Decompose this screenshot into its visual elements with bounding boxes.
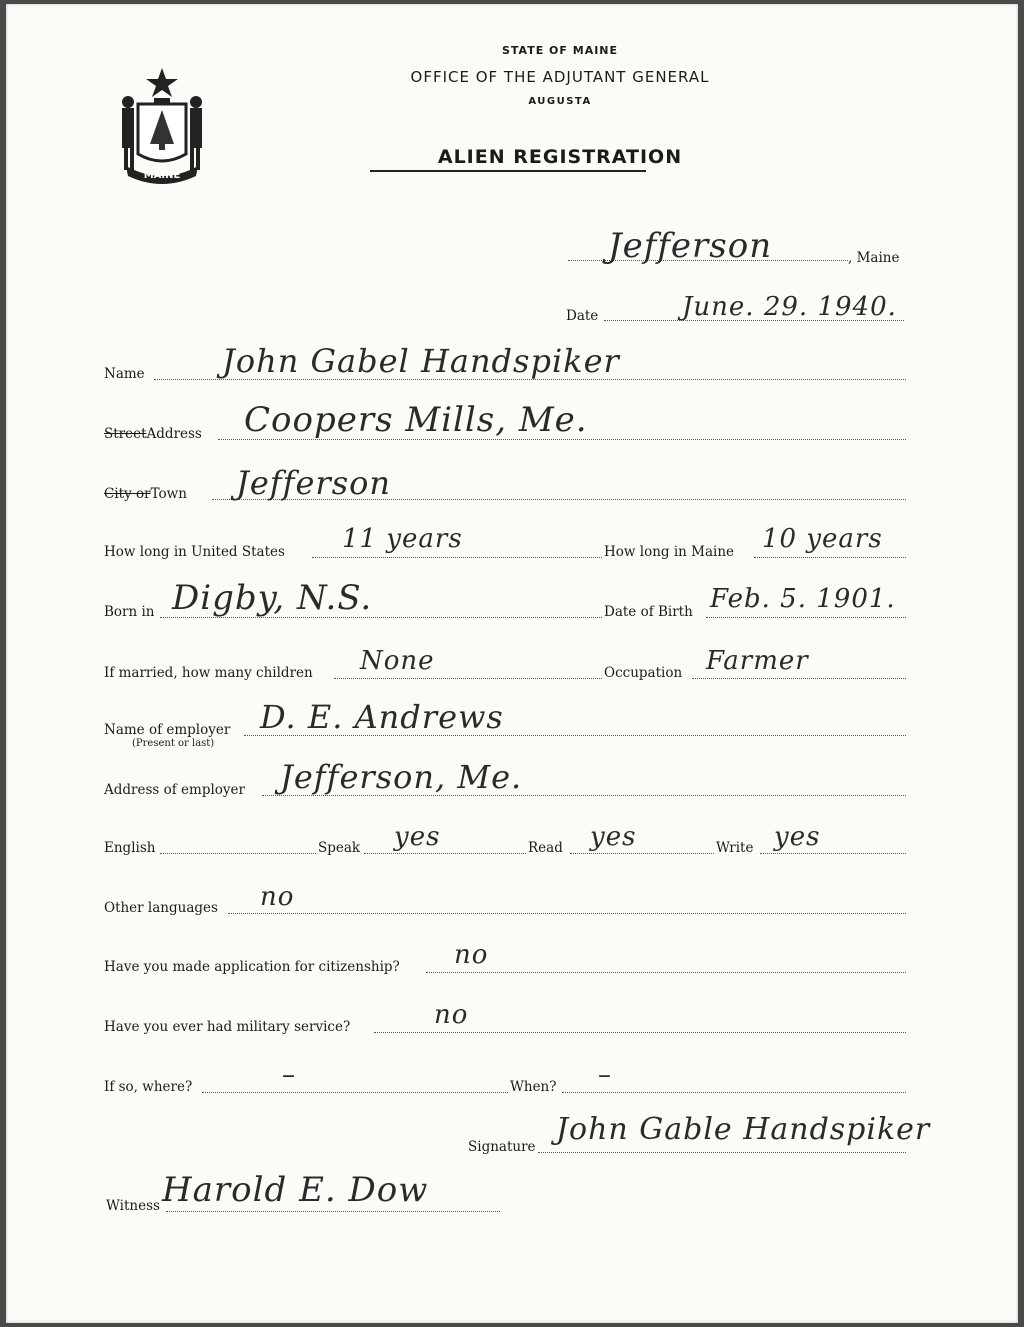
write-label: Write bbox=[716, 840, 754, 856]
signature-label: Signature bbox=[468, 1139, 536, 1155]
header-state: STATE OF MAINE bbox=[501, 44, 619, 57]
write-value: yes bbox=[774, 822, 821, 852]
years-us-line bbox=[312, 557, 602, 558]
employer-name-value: D. E. Andrews bbox=[260, 698, 504, 736]
city-struck-label: City or bbox=[104, 486, 151, 502]
read-value: yes bbox=[590, 822, 637, 852]
registration-form bbox=[6, 4, 1018, 1323]
town-label: Town bbox=[150, 486, 187, 502]
town-value: Jefferson bbox=[236, 464, 391, 502]
employer-name-label: Name of employer bbox=[104, 722, 231, 738]
name-value: John Gabel Handspiker bbox=[222, 342, 620, 380]
occupation-value: Farmer bbox=[706, 646, 809, 676]
read-label: Read bbox=[528, 840, 563, 856]
when-label: When? bbox=[510, 1079, 557, 1095]
other-languages-line bbox=[228, 913, 906, 914]
speak-line bbox=[364, 853, 526, 854]
speak-label: Speak bbox=[318, 840, 361, 856]
dob-label: Date of Birth bbox=[604, 604, 693, 620]
place-value: Jefferson bbox=[608, 226, 773, 266]
employer-address-label: Address of employer bbox=[104, 782, 245, 798]
military-line bbox=[374, 1032, 906, 1033]
form-title: ALIEN REGISTRATION bbox=[437, 146, 683, 168]
born-in-value: Digby, N.S. bbox=[172, 578, 373, 618]
witness-value: Harold E. Dow bbox=[162, 1170, 429, 1210]
years-maine-line bbox=[754, 557, 906, 558]
employer-name-sublabel: (Present or last) bbox=[132, 738, 215, 749]
years-us-label: How long in United States bbox=[104, 544, 285, 560]
children-label: If married, how many children bbox=[104, 665, 313, 681]
military-label: Have you ever had military service? bbox=[104, 1019, 351, 1035]
where-label: If so, where? bbox=[104, 1079, 193, 1095]
where-line bbox=[202, 1092, 508, 1093]
years-maine-label: How long in Maine bbox=[604, 544, 734, 560]
citizenship-label: Have you made application for citizenship? bbox=[104, 959, 400, 975]
signature-line bbox=[538, 1152, 906, 1153]
employer-address-value: Jefferson, Me. bbox=[280, 758, 523, 796]
military-value: no bbox=[434, 1000, 469, 1030]
title-underline bbox=[370, 170, 646, 172]
header-office: OFFICE OF THE ADJUTANT GENERAL bbox=[410, 68, 710, 86]
english-line bbox=[160, 853, 316, 854]
other-languages-value: no bbox=[260, 882, 295, 912]
address-value: Coopers Mills, Me. bbox=[244, 400, 588, 440]
maine-state-seal bbox=[108, 62, 216, 186]
children-line bbox=[334, 678, 602, 679]
where-value: – bbox=[282, 1060, 296, 1090]
years-maine-value: 10 years bbox=[762, 524, 883, 554]
speak-value: yes bbox=[394, 822, 441, 852]
witness-label: Witness bbox=[106, 1198, 160, 1214]
other-languages-label: Other languages bbox=[104, 900, 218, 916]
read-line bbox=[570, 853, 714, 854]
street-struck-label: Street bbox=[104, 426, 147, 442]
svg-text:MAINE: MAINE bbox=[143, 170, 181, 181]
children-value: None bbox=[360, 646, 435, 676]
write-line bbox=[760, 853, 906, 854]
years-us-value: 11 years bbox=[342, 524, 463, 554]
citizenship-value: no bbox=[454, 940, 489, 970]
occupation-line bbox=[692, 678, 906, 679]
place-suffix-label: , Maine bbox=[848, 250, 900, 266]
when-value: – bbox=[598, 1060, 612, 1090]
header-city: AUGUSTA bbox=[528, 96, 592, 107]
when-line bbox=[562, 1092, 906, 1093]
citizenship-line bbox=[426, 972, 906, 973]
dob-line bbox=[706, 617, 906, 618]
witness-line bbox=[166, 1211, 500, 1212]
name-label: Name bbox=[104, 366, 145, 382]
date-label: Date bbox=[566, 308, 599, 324]
signature-value: John Gable Handspiker bbox=[556, 1112, 931, 1147]
occupation-label: Occupation bbox=[604, 665, 683, 681]
english-label: English bbox=[104, 840, 156, 856]
dob-value: Feb. 5. 1901. bbox=[710, 584, 896, 614]
address-label: Address bbox=[146, 426, 202, 442]
date-value: June. 29. 1940. bbox=[682, 292, 897, 322]
born-in-label: Born in bbox=[104, 604, 155, 620]
